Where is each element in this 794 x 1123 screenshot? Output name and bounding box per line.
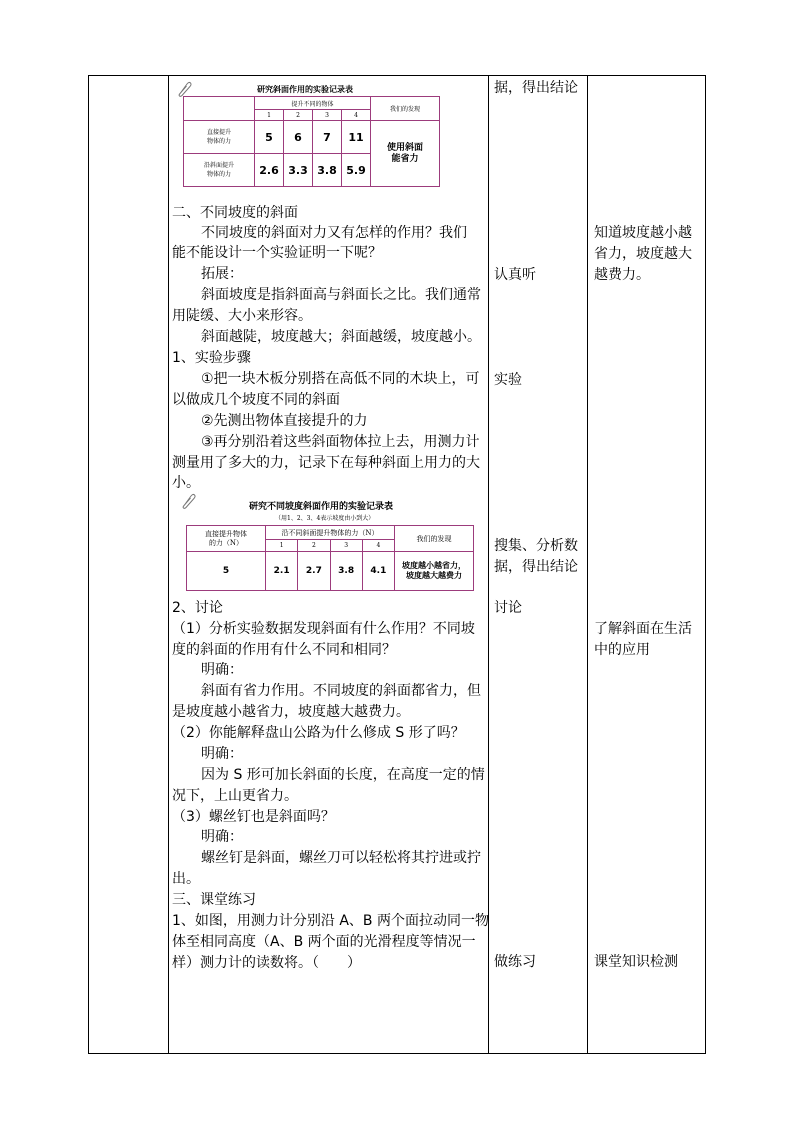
table-2-direct: 5 [187, 552, 266, 591]
table-1-cell: 5.9 [342, 154, 371, 187]
step-item: ①把一块木板分别搭在高低不同的木块上，可 [201, 371, 480, 387]
answer: 螺丝钉是斜面，螺丝刀可以轻松将其拧进或拧 [201, 850, 481, 866]
column-divider [488, 76, 489, 1053]
step-item: 以做成几个坡度不同的斜面 [172, 392, 340, 408]
student-activity: 认真听 [494, 267, 536, 283]
discussion-title: 2、讨论 [172, 600, 223, 616]
table-1-row-label: 直接提升 物体的力 [184, 121, 255, 154]
design-intent: 中的应用 [594, 642, 650, 658]
table-2-cell: 2.1 [266, 552, 298, 591]
exercise: 体至相同高度（A、B 两个面的光滑程度等情况一 [172, 934, 476, 950]
student-activity: 实验 [494, 372, 522, 388]
paragraph: 斜面坡度是指斜面高与斜面长之比。我们通常 [201, 287, 481, 303]
student-activity: 做练习 [494, 954, 536, 970]
table-1-cell: 2.6 [255, 154, 284, 187]
table-1-cell: 6 [284, 121, 313, 154]
table-2-cell: 4.1 [362, 552, 394, 591]
table-1-col: 2 [284, 110, 313, 121]
step-item: 小。 [172, 475, 200, 491]
design-intent: 越费力。 [594, 267, 650, 283]
table-1-cell: 3.8 [313, 154, 342, 187]
design-intent: 知道坡度越小越 [594, 225, 692, 241]
student-activity: 据，得出结论 [494, 80, 578, 96]
design-intent: 省力，坡度越大 [594, 246, 692, 262]
table-2-finding: 坡度越小越省力， 坡度越大越费力 [395, 552, 474, 591]
table-1-header-group: 提升不同的物体 [255, 97, 371, 110]
table-2-col: 2 [298, 540, 330, 552]
table-2-col: 3 [330, 540, 362, 552]
exercise: 样）测力计的读数将。（ ） [172, 955, 361, 971]
question: （2）你能解释盘山公路为什么修成 S 形了吗？ [172, 725, 465, 741]
question: （3）螺丝钉也是斜面吗？ [172, 809, 335, 825]
table-1-col: 3 [313, 110, 342, 121]
section-2-title: 二、不同坡度的斜面 [172, 205, 298, 221]
answer: 出。 [172, 871, 200, 887]
table-1-header-find: 我们的发现 [371, 97, 440, 121]
clarify-label: 明确： [201, 829, 243, 845]
paperclip-icon [180, 492, 196, 510]
table-2-header-group: 沿不同斜面提升物体的力（N） [266, 526, 395, 540]
answer: 况下，上山更省力。 [172, 788, 298, 804]
step-item: ②先测出物体直接提升的力 [201, 413, 368, 429]
table-2-header-find: 我们的发现 [395, 526, 474, 552]
table-1-row-label: 沿斜面提升 物体的力 [184, 154, 255, 187]
design-intent: 课堂知识检测 [594, 954, 678, 970]
answer: 斜面有省力作用。不同坡度的斜面都省力，但 [201, 683, 481, 699]
step-item: ③再分别沿着这些斜面物体拉上去，用测力计 [201, 434, 480, 450]
steps-title: 1、实验步骤 [172, 350, 251, 366]
table-1-col: 4 [342, 110, 371, 121]
table-2-cell: 2.7 [298, 552, 330, 591]
table-1-col: 1 [255, 110, 284, 121]
experiment-table-1 [183, 96, 440, 187]
table-2-cell: 3.8 [330, 552, 362, 591]
table-2-col: 1 [266, 540, 298, 552]
table-1-cell: 11 [342, 121, 371, 154]
student-activity: 据，得出结论 [494, 559, 578, 575]
answer: 因为 S 形可加长斜面的长度，在高度一定的情 [201, 767, 485, 783]
expand-label: 拓展： [201, 266, 243, 282]
question: （1）分析实验数据发现斜面有什么作用？不同坡 [172, 621, 475, 637]
answer: 是坡度越小越省力，坡度越大越费力。 [172, 704, 410, 720]
table-2-subcaption: （用1、2、3、4表示坡度由小到大） [275, 515, 375, 522]
table-2-col: 4 [362, 540, 394, 552]
paragraph: 能不能设计一个实验证明一下呢？ [172, 245, 382, 261]
experiment-table-2 [186, 525, 474, 591]
table-2-caption: 研究不同坡度斜面作用的实验记录表 [249, 502, 394, 512]
column-divider [587, 76, 588, 1053]
table-2-col1-header: 直接提升物体 的力（N） [187, 526, 266, 552]
exercise: 1、如图，用测力计分别沿 A、B 两个面拉动同一物 [172, 913, 489, 929]
step-item: 测量用了多大的力，记录下在每种斜面上用力的大 [172, 455, 480, 471]
student-activity: 讨论 [494, 600, 522, 616]
section-3-title: 三、课堂练习 [172, 892, 256, 908]
table-1-cell: 7 [313, 121, 342, 154]
paragraph: 斜面越陡，坡度越大；斜面越缓，坡度越小。 [201, 329, 481, 345]
table-1-caption: 研究斜面作用的实验记录表 [257, 84, 353, 94]
student-activity: 搜集、分析数 [494, 538, 578, 554]
clarify-label: 明确： [201, 746, 243, 762]
paragraph: 不同坡度的斜面对力又有怎样的作用？我们 [201, 225, 467, 241]
table-1-cell: 3.3 [284, 154, 313, 187]
paragraph: 用陡缓、大小来形容。 [172, 308, 312, 324]
design-intent: 了解斜面在生活 [594, 621, 692, 637]
column-divider [168, 76, 169, 1053]
clarify-label: 明确： [201, 662, 243, 678]
table-1-finding: 使用斜面 能省力 [371, 121, 440, 187]
table-1-cell: 5 [255, 121, 284, 154]
question: 度的斜面的作用有什么不同和相同？ [172, 642, 396, 658]
